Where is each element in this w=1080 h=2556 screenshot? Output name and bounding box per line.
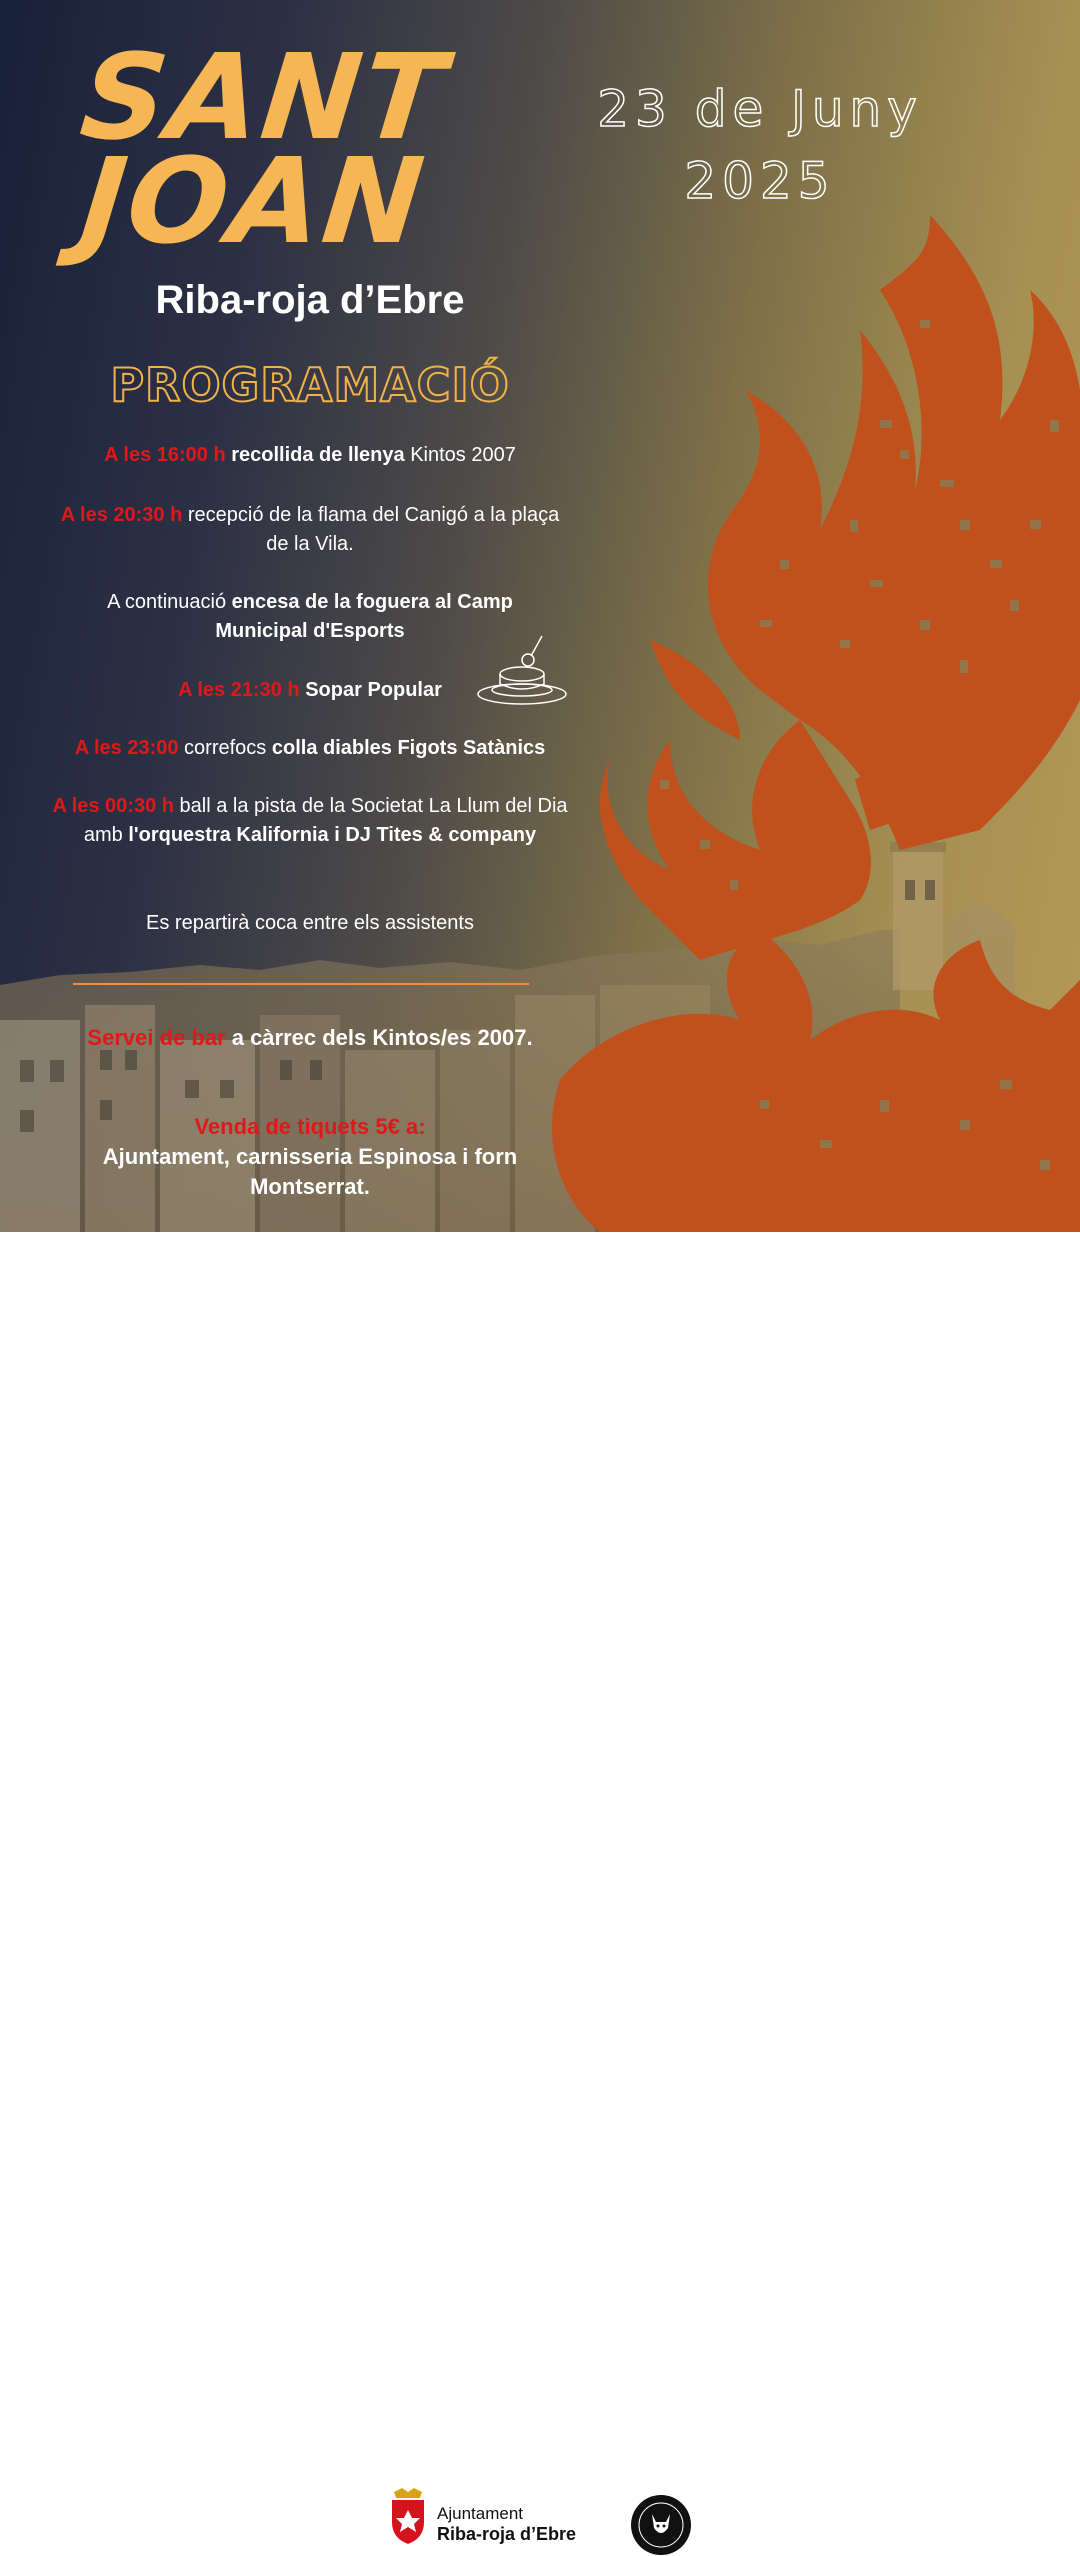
municipality-shield-icon (390, 2488, 426, 2544)
footer (0, 1232, 1080, 2544)
programme-item-2 (60, 501, 560, 559)
programme-time: A les 20:30 h (60, 504, 183, 526)
logo-line-2: Riba-roja d’Ebre (437, 2524, 577, 2544)
programme-text-bold: recollida de llenya (231, 444, 405, 466)
tickets-text: Ajuntament, carnisseria Espinosa i forn Montserrat. (102, 1144, 518, 1199)
bar-service-text: a càrrec dels Kintos/es 2007. (225, 1025, 533, 1050)
town-name: Riba-roja d’Ebre (155, 278, 465, 322)
tickets-note (60, 1112, 560, 1202)
event-year: 2025 (684, 152, 836, 210)
title-line-1: SANT (74, 28, 453, 166)
programme-text: ball a la pista de la Societat La Llum del Dia amb (83, 795, 568, 846)
programme-text-bold: l'orquestra Kalifornia i DJ Tites & company (128, 824, 537, 846)
programme-text: recepció de la flama del Canigó a la plaça de la Vila. (182, 504, 560, 555)
separator-line (73, 983, 529, 985)
figots-satanics-seal-icon (630, 2494, 692, 2556)
programme-time: A les 16:00 h (104, 444, 226, 466)
municipality-logo-text (437, 2504, 576, 2544)
programme-item-6 (40, 792, 580, 850)
programme-time: A les 21:30 h (178, 679, 300, 701)
programme-item-7 (40, 909, 580, 938)
programme-text: A continuació (107, 591, 232, 613)
logo-line-1: Ajuntament (437, 2504, 523, 2523)
cake-plate-icon (476, 632, 568, 712)
event-date: 23 de Juny (597, 80, 923, 138)
bar-service-note (60, 1023, 560, 1053)
programme-text: Kintos 2007 (404, 444, 516, 466)
programme-item-5 (40, 734, 580, 763)
programme-time: A les 00:30 h (52, 795, 174, 817)
bar-service-highlight: Servei de bar (87, 1025, 226, 1050)
tickets-highlight: Venda de tiquets 5€ a: (194, 1114, 426, 1139)
title-line-2: JOAN (74, 132, 432, 270)
programme-text-bold: Sopar Popular (305, 679, 442, 701)
poster (0, 0, 1080, 1232)
programme-text: correfocs (178, 737, 272, 759)
programme-text: Es repartirà coca entre els assistents (146, 912, 474, 934)
programme-text-bold: encesa de la foguera al Camp Municipal d'Esports (215, 591, 513, 642)
programme-item-1 (40, 441, 580, 470)
programme-time: A les 23:00 (74, 737, 179, 759)
programme-text-bold: colla diables Figots Satànics (271, 737, 546, 759)
programme-heading: PROGRAMACIÓ (110, 358, 510, 412)
